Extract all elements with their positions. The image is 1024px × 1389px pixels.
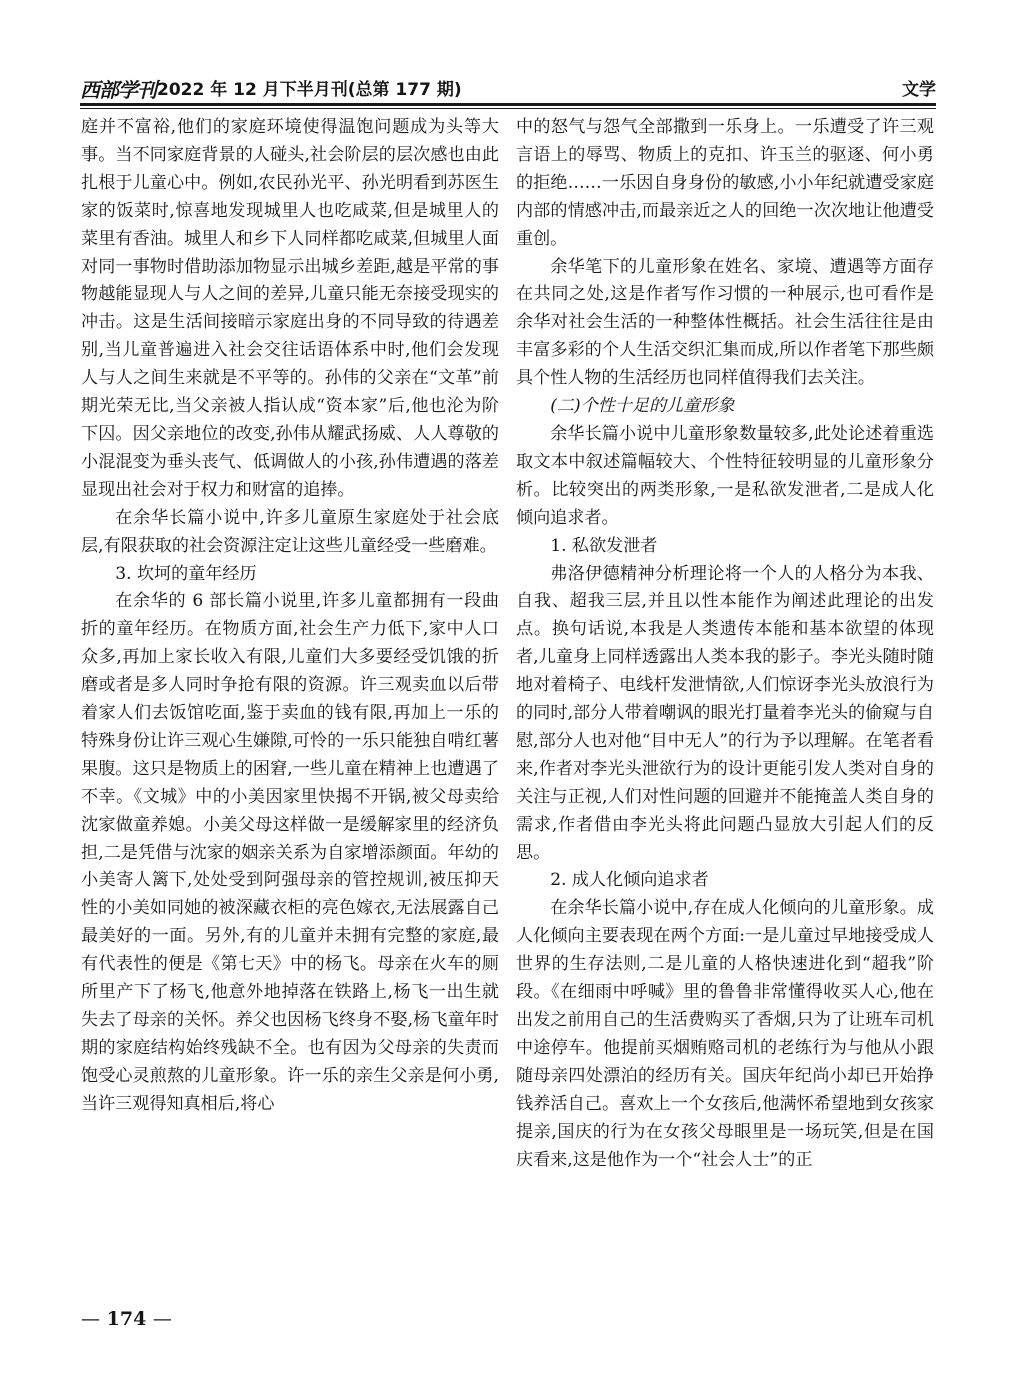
right-column — [516, 114, 934, 1174]
section-heading: 3. 坎坷的童年经历 — [115, 563, 257, 584]
paragraph: 庭并不富裕,他们的家庭环境使得温饱问题成为头等大事。当不同家庭背景的人碰头,社会阶层的层次感也由此扎根于儿童心中。例如,农民孙光平、孙光明看到苏医生家的饭菜时,惊喜地发现城里人也吃咸菜,但是城里人的菜里有香油。城里人和乡下人同样都吃咸菜,但城里人面对同一事物时借助添加物显示出城乡差距,越是平常的事物越能显现人与人之间的差异,儿童只能无奈接受现实的冲击。这是生活间接暗示家庭出身的不同导致的待遇差别,当儿童普遍进入社会交往话语体系中时,他们会发现人与人之间生来就是不平等的。孙伟的父亲在“文革”前期光荣无比,当父亲被人指认成“资本家”后,他也沦为阶下囚。因父亲地位的改变,孙伟从耀武扬威、人人尊敬的小混混变为垂头丧气、低调做人的小孩,孙伟遭遇的落差显现出社会对于权力和财富的追捧。 — [81, 117, 499, 500]
left-column — [81, 114, 499, 1119]
section-label: 文学 — [902, 80, 936, 100]
paragraph: 在余华长篇小说中,许多儿童原生家庭处于社会底层,有限获取的社会资源注定让这些儿童经受一些磨难。 — [81, 507, 499, 556]
paragraph: 在余华长篇小说中,存在成人化倾向的儿童形象。成人化倾向主要表现在两个方面:一是儿童过早地接受成人世界的生存法则,二是儿童的人格快速进化到“超我”阶段。《在细雨中呼喊》里的鲁鲁非常懂得收买人心,他在出发之前用自己的生活费购买了香烟,只为了让班车司机中途停车。他提前买烟贿赂司机的老练行为与他从小跟随母亲四处漂泊的经历有关。国庆年纪尚小却已开始挣钱养活自己。喜欢上一个女孩后,他满怀希望地到女孩家提亲,国庆的行为在女孩父母眼里是一场玩笑,但是在国庆看来,这是他作为一个“社会人士”的正 — [516, 898, 934, 1170]
paragraph: 余华笔下的儿童形象在姓名、家境、遭遇等方面存在共同之处,这是作者写作习惯的一种展示,也可看作是余华对社会生活的一种整体性概括。社会生活往往是由丰富多彩的个人生活交织汇集而成,所以作者笔下那些颇具个性人物的生活经历也同样值得我们去关注。 — [516, 256, 934, 389]
section-heading: 2. 成人化倾向追求者 — [550, 870, 709, 891]
footer-dash-right: — — [152, 1308, 172, 1330]
paragraph: 余华长篇小说中儿童形象数量较多,此处论述着重选取文本中叙述篇幅较大、个性特征较明显的儿童形象分析。比较突出的两类形象,一是私欲发泄者,二是成人化倾向追求者。 — [516, 423, 934, 528]
section-heading: 1. 私欲发泄者 — [550, 535, 658, 556]
page-header — [80, 70, 936, 102]
paragraph: 弗洛伊德精神分析理论将一个人的人格分为本我、自我、超我三层,并且以性本能作为阐述此理论的出发点。换句话说,本我是人类遗传本能和基本欲望的体现者,儿童身上同样透露出人类本我的影子。李光头随时随地对着椅子、电线杆发泄情欲,人们惊讶李光头放浪行为的同时,部分人带着嘲讽的眼光打量着李光头的偷窥与自慰,部分人也对他“目中无人”的行为予以理解。在笔者看来,作者对李光头泄欲行为的设计更能引发人类对自身的关注与正视,人们对性问题的回避并不能掩盖人类自身的需求,作者借由李光头将此问题凸显放大引起人们的反思。 — [516, 563, 934, 863]
header-left — [80, 78, 462, 102]
footer-dash-left: — — [81, 1308, 100, 1330]
page-number: 174 — [106, 1308, 147, 1330]
section-heading: (二)个性十足的儿童形象 — [550, 396, 735, 417]
issue-info: 2022 年 12 月下半月刊(总第 177 期) — [157, 80, 462, 100]
page-footer — [81, 1306, 172, 1332]
header-rule-thick — [80, 103, 936, 106]
journal-logo: 西部学刊 — [80, 78, 156, 102]
paragraph: 在余华的 6 部长篇小说里,许多儿童都拥有一段曲折的童年经历。在物质方面,社会生产力低下,家中人口众多,再加上家长收入有限,儿童们大多要经受饥饿的折磨或者是多人同时争抢有限的资源。许三观卖血以后带着家人们去饭馆吃面,鉴于卖血的钱有限,再加上一乐的特殊身份让许三观心生嫌隙,可怜的一乐只能独自啃红薯果腹。这只是物质上的困窘,一些儿童在精神上也遭遇了不幸。《文城》中的小美因家里快揭不开锅,被父母卖给沈家做童养媳。小美父母这样做一是缓解家里的经济负担,二是凭借与沈家的姻亲关系为自家增添颜面。年幼的小美寄人篱下,处处受到阿强母亲的管控规训,被压抑天性的小美如同她的被深藏衣柜的亮色嫁衣,无法展露自己最美好的一面。另外,有的儿童并未拥有完整的家庭,最有代表性的便是《第七天》中的杨飞。母亲在火车的厕所里产下了杨飞,他意外地掉落在铁路上,杨飞一出生就失去了母亲的关怀。养父也因杨飞终身不娶,杨飞童年时期的家庭结构始终残缺不全。也有因为父母亲的失责而饱受心灵煎熬的儿童形象。许一乐的亲生父亲是何小勇,当许三观得知真相后,将心 — [81, 591, 499, 1114]
paragraph: 中的怒气与怨气全部撒到一乐身上。一乐遭受了许三观言语上的辱骂、物质上的克扣、许玉兰的驱逐、何小勇的拒绝……一乐因自身身份的敏感,小小年纪就遭受家庭内部的情感冲击,而最亲近之人的回绝一次次地让他遭受重创。 — [516, 117, 934, 249]
header-rule-thin — [80, 108, 936, 109]
